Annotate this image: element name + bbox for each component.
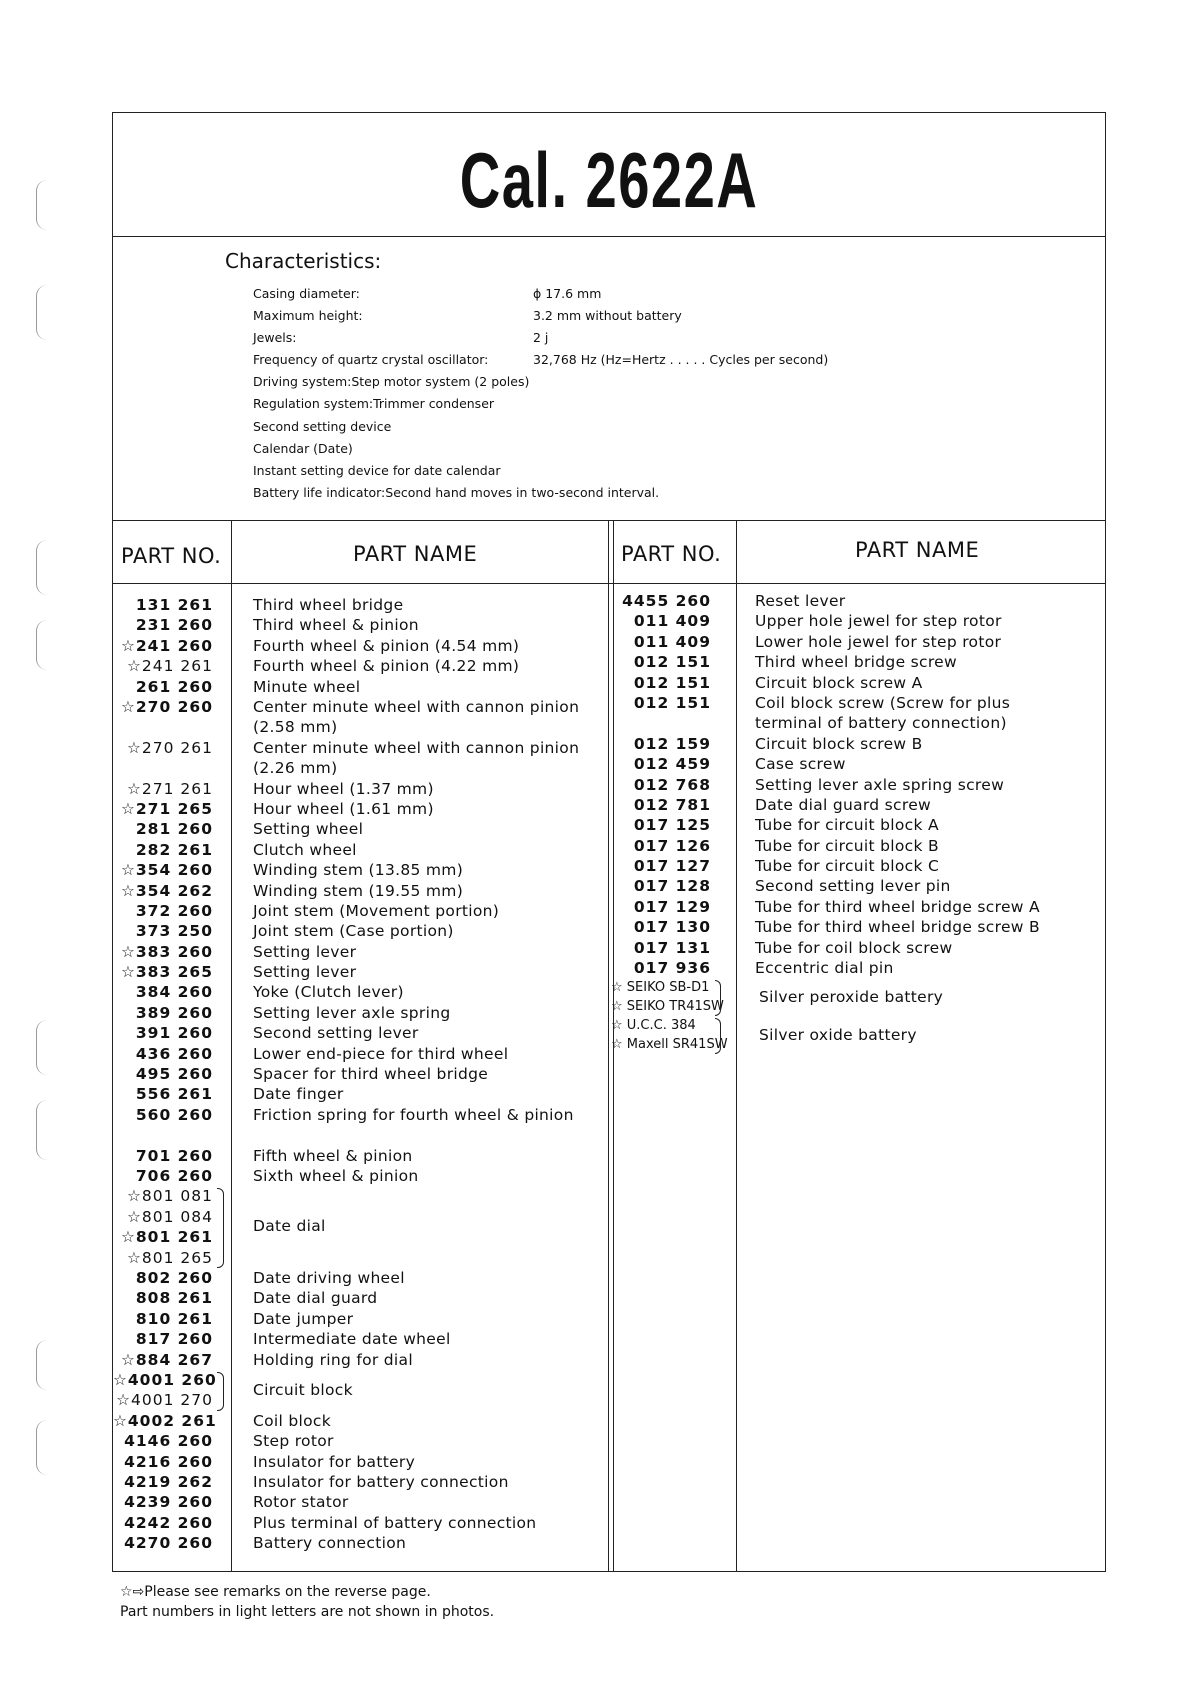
header-part-no-right: PART NO. xyxy=(621,542,722,566)
part-number: 012 151 xyxy=(633,693,711,712)
part-number: 4216 260 xyxy=(124,1452,213,1471)
part-name: Setting lever xyxy=(253,942,357,961)
part-name: Step rotor xyxy=(253,1432,334,1451)
part-number-group xyxy=(611,1016,728,1054)
divider xyxy=(113,236,1105,237)
part-number: ☆383 260 xyxy=(120,942,213,961)
characteristic-label: Jewels: xyxy=(253,330,297,346)
binder-mark xyxy=(36,1340,47,1390)
part-number: 017 127 xyxy=(633,857,711,876)
left-part-numbers xyxy=(113,595,217,1553)
part-number: 4455 260 xyxy=(622,592,711,610)
part-number: 701 260 xyxy=(135,1146,213,1165)
part-number: 391 260 xyxy=(135,1024,213,1043)
part-name: Center minute wheel with cannon pinion (2.58 mm) xyxy=(253,697,580,737)
part-name: Second setting lever xyxy=(253,1024,419,1043)
characteristic-label: Driving system:Step motor system (2 poles) xyxy=(253,374,530,390)
part-name: Eccentric dial pin xyxy=(755,959,894,978)
battery-number: ☆ Maxell SR41SW xyxy=(611,1037,728,1053)
column-rule xyxy=(608,520,609,1571)
part-number: ☆270 260 xyxy=(120,697,213,716)
binder-mark xyxy=(36,540,47,595)
part-name: Spacer for third wheel bridge xyxy=(253,1065,489,1084)
part-name: Reset lever xyxy=(755,592,846,610)
divider xyxy=(113,583,1105,584)
part-number: 706 260 xyxy=(135,1166,213,1185)
part-number: ☆354 262 xyxy=(120,881,213,900)
part-name: Third wheel bridge xyxy=(253,596,404,614)
characteristic-row xyxy=(253,460,533,482)
part-name: Date jumper xyxy=(253,1309,354,1328)
part-name: Tube for third wheel bridge screw A xyxy=(755,897,1040,916)
part-number: 017 128 xyxy=(633,877,711,896)
binder-mark xyxy=(36,1100,47,1160)
brace xyxy=(217,1372,224,1411)
part-name: Date dial xyxy=(253,1217,326,1236)
header-part-name-right: PART NAME xyxy=(855,538,980,562)
part-name: Coil block screw (Screw for plus terminal of battery connection) xyxy=(755,693,1011,733)
part-name: Tube for circuit block B xyxy=(755,836,939,855)
part-number: 012 159 xyxy=(633,734,711,753)
part-number: 011 409 xyxy=(633,632,711,651)
part-number: 261 260 xyxy=(135,677,213,696)
characteristic-row xyxy=(253,416,533,438)
part-number: ☆801 084 xyxy=(127,1207,213,1226)
part-number: 131 261 xyxy=(135,596,213,614)
part-name: Tube for circuit block A xyxy=(755,816,939,835)
part-number: 389 260 xyxy=(135,1003,213,1022)
parts-sheet xyxy=(112,112,1106,1572)
part-number: ☆884 267 xyxy=(120,1350,213,1369)
part-name: Center minute wheel with cannon pinion (2.26 mm) xyxy=(253,738,580,778)
part-name: Setting lever xyxy=(253,963,357,982)
part-name: Hour wheel (1.37 mm) xyxy=(253,779,434,798)
part-number: ☆801 261 xyxy=(120,1228,213,1247)
characteristic-row xyxy=(253,283,602,305)
header-part-no-left: PART NO. xyxy=(121,544,222,568)
left-part-names xyxy=(253,595,583,1553)
part-name: Intermediate date wheel xyxy=(253,1330,451,1349)
part-name: Plus terminal of battery connection xyxy=(253,1513,537,1532)
part-number: 817 260 xyxy=(135,1330,213,1349)
characteristic-label: Maximum height: xyxy=(253,308,363,324)
characteristic-row xyxy=(253,305,682,327)
part-name: Date finger xyxy=(253,1085,344,1104)
binder-mark xyxy=(36,620,47,670)
part-number-group xyxy=(611,978,724,1016)
part-number: 556 261 xyxy=(135,1085,213,1104)
characteristic-label: Casing diameter: xyxy=(253,286,360,301)
characteristic-label: Calendar (Date) xyxy=(253,440,353,456)
characteristic-row xyxy=(253,327,549,349)
part-number: 4219 262 xyxy=(124,1472,213,1491)
light-letters-note: Part numbers in light letters are not shown in photos. xyxy=(120,1604,495,1620)
characteristic-value: 2 j xyxy=(533,330,549,346)
part-number: 017 936 xyxy=(633,959,711,978)
part-name: Circuit block xyxy=(253,1380,353,1399)
part-number: 810 261 xyxy=(135,1309,213,1328)
characteristic-row xyxy=(253,349,829,371)
part-name: Yoke (Clutch lever) xyxy=(253,983,404,1002)
remark-note: ☆⇨Please see remarks on the reverse page. xyxy=(120,1584,431,1600)
part-number: ☆271 261 xyxy=(127,779,213,798)
part-number: ☆801 081 xyxy=(127,1187,213,1206)
part-name: Lower end-piece for third wheel xyxy=(253,1044,509,1063)
battery-number: ☆ SEIKO TR41SW xyxy=(611,999,724,1015)
binder-mark xyxy=(36,180,47,230)
part-number: 436 260 xyxy=(135,1044,213,1063)
part-number: ☆271 265 xyxy=(120,799,213,818)
part-name: Fourth wheel & pinion (4.54 mm) xyxy=(253,636,520,655)
part-name: Silver peroxide battery xyxy=(759,988,944,1007)
binder-mark xyxy=(36,1420,47,1475)
part-name: Date dial guard xyxy=(253,1289,378,1308)
part-name: Insulator for battery connection xyxy=(253,1472,509,1491)
part-name: Date dial guard screw xyxy=(755,795,932,814)
part-number: 017 125 xyxy=(633,816,711,835)
characteristic-row xyxy=(253,393,533,415)
part-name: Tube for third wheel bridge screw B xyxy=(755,918,1040,937)
characteristic-row xyxy=(253,482,660,504)
part-number: ☆4002 261 xyxy=(113,1411,217,1430)
part-number: 231 260 xyxy=(135,616,213,635)
part-name: Fifth wheel & pinion xyxy=(253,1146,413,1165)
characteristics-list xyxy=(253,283,829,504)
characteristic-row xyxy=(253,371,533,393)
part-number: 017 126 xyxy=(633,836,711,855)
column-rule xyxy=(231,520,232,1571)
part-number: 011 409 xyxy=(633,612,711,631)
part-name: Insulator for battery xyxy=(253,1452,416,1471)
part-number: 384 260 xyxy=(135,983,213,1002)
part-number: ☆383 265 xyxy=(120,963,213,982)
column-rule xyxy=(736,520,737,1571)
part-name: Battery connection xyxy=(253,1534,407,1553)
part-name: Third wheel bridge screw xyxy=(755,653,957,672)
part-name: Second setting lever pin xyxy=(755,877,951,896)
right-part-numbers xyxy=(611,591,728,1054)
part-number: 017 131 xyxy=(633,938,711,957)
part-name: Tube for coil block screw xyxy=(755,938,953,957)
part-number: ☆354 260 xyxy=(120,861,213,880)
part-name: Silver oxide battery xyxy=(759,1026,917,1045)
part-name: Coil block xyxy=(253,1411,331,1430)
part-number: 017 130 xyxy=(633,918,711,937)
characteristic-label: Battery life indicator:Second hand moves in two-second interval. xyxy=(253,484,660,500)
part-number: 282 261 xyxy=(135,840,213,859)
part-number: ☆270 261 xyxy=(127,738,213,757)
part-number: 560 260 xyxy=(135,1105,213,1124)
part-name: Case screw xyxy=(755,755,846,774)
battery-number: ☆ U.C.C. 384 xyxy=(611,1018,696,1034)
part-name: Minute wheel xyxy=(253,677,361,696)
part-name: Clutch wheel xyxy=(253,840,357,859)
divider xyxy=(113,520,1105,521)
part-name: Sixth wheel & pinion xyxy=(253,1166,419,1185)
part-name: Date driving wheel xyxy=(253,1268,405,1287)
binder-mark xyxy=(36,285,47,340)
part-number: 4242 260 xyxy=(124,1513,213,1532)
brace xyxy=(715,1018,721,1054)
brace xyxy=(715,980,721,1016)
part-name: Upper hole jewel for step rotor xyxy=(755,612,1002,631)
part-name: Circuit block screw A xyxy=(755,673,923,692)
part-number: 802 260 xyxy=(135,1268,213,1287)
characteristic-label: Instant setting device for date calendar xyxy=(253,462,501,478)
right-part-names xyxy=(755,591,1089,1054)
header-part-name-left: PART NAME xyxy=(353,542,478,566)
characteristic-row xyxy=(253,438,533,460)
part-name: Joint stem (Movement portion) xyxy=(253,901,500,920)
part-number: 012 768 xyxy=(633,775,711,794)
battery-number: ☆ SEIKO SB-D1 xyxy=(611,980,710,996)
part-number: 4146 260 xyxy=(124,1432,213,1451)
part-name: Friction spring for fourth wheel & pinion xyxy=(253,1105,574,1124)
part-name: Holding ring for dial xyxy=(253,1350,413,1369)
part-number: 012 151 xyxy=(633,673,711,692)
part-name: Joint stem (Case portion) xyxy=(253,922,454,941)
binder-mark xyxy=(36,1020,47,1075)
part-name: Lower hole jewel for step rotor xyxy=(755,632,1002,651)
characteristic-value: 3.2 mm without battery xyxy=(533,308,682,324)
characteristic-value: 32,768 Hz (Hz=Hertz . . . . . Cycles per second) xyxy=(533,352,829,368)
characteristic-label: Regulation system:Trimmer condenser xyxy=(253,396,495,412)
part-number-group xyxy=(113,1186,213,1268)
brace xyxy=(217,1188,224,1268)
part-name: Setting wheel xyxy=(253,820,364,839)
part-number: ☆4001 270 xyxy=(116,1391,213,1410)
part-number: 372 260 xyxy=(135,901,213,920)
part-number: 017 129 xyxy=(633,897,711,916)
part-number: 012 459 xyxy=(633,755,711,774)
page-title: Cal. 2622A xyxy=(459,136,759,224)
part-name: Setting lever axle spring xyxy=(253,1003,451,1022)
characteristic-value: ϕ 17.6 mm xyxy=(533,286,602,301)
part-number: ☆241 261 xyxy=(127,657,213,676)
part-name: Third wheel & pinion xyxy=(253,616,419,635)
part-number: ☆801 265 xyxy=(127,1248,213,1267)
part-name: Fourth wheel & pinion (4.22 mm) xyxy=(253,657,520,676)
part-name: Circuit block screw B xyxy=(755,734,923,753)
part-number: 281 260 xyxy=(135,820,213,839)
part-number: 012 781 xyxy=(633,795,711,814)
part-number: 495 260 xyxy=(135,1065,213,1084)
part-name: Winding stem (19.55 mm) xyxy=(253,881,464,900)
part-name: Rotor stator xyxy=(253,1493,349,1512)
part-name: Setting lever axle spring screw xyxy=(755,775,1005,794)
part-name: Hour wheel (1.61 mm) xyxy=(253,799,434,818)
characteristic-label: Second setting device xyxy=(253,418,392,434)
characteristic-label: Frequency of quartz crystal oscillator: xyxy=(253,352,489,368)
part-number: ☆4001 260 xyxy=(113,1370,217,1389)
part-number: 4270 260 xyxy=(124,1534,213,1553)
part-name: Tube for circuit block C xyxy=(755,857,940,876)
part-number: 808 261 xyxy=(135,1289,213,1308)
part-number-group xyxy=(113,1370,217,1411)
part-number: 373 250 xyxy=(135,922,213,941)
part-number: ☆241 260 xyxy=(120,636,213,655)
footnotes xyxy=(120,1582,494,1622)
characteristics-heading: Characteristics: xyxy=(225,249,382,273)
part-number: 4239 260 xyxy=(124,1493,213,1512)
part-name: Winding stem (13.85 mm) xyxy=(253,861,464,880)
part-number: 012 151 xyxy=(633,653,711,672)
